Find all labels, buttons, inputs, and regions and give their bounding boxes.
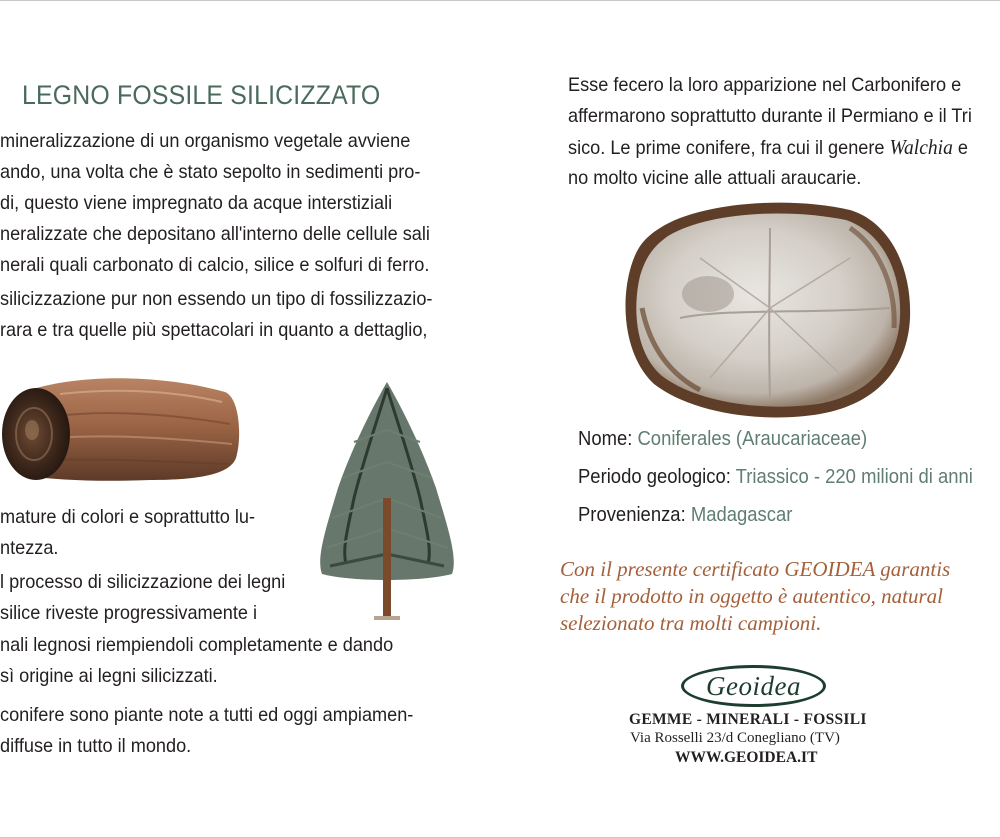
genus-name: Walchia — [889, 135, 953, 159]
logo-text: Geoidea — [706, 670, 801, 701]
period-label: Periodo geologico: — [578, 465, 731, 488]
petrified-log-image — [0, 368, 242, 488]
text-line: rara e tra quelle più spettacolari in quanto a dettaglio, — [0, 319, 428, 341]
text-line: affermarono soprattutto durante il Permiano e il Tri — [568, 105, 972, 127]
text-line: mature di colori e soprattutto lu- — [0, 506, 256, 528]
text-line: mineralizzazione di un organismo vegetale avviene — [0, 130, 411, 152]
period-value: Triassico - 220 milioni di anni — [735, 465, 973, 488]
origin-value: Madagascar — [690, 503, 793, 526]
text-segment: e — [952, 137, 968, 159]
period-row — [578, 465, 973, 489]
text-line: no molto vicine alle attuali araucarie. — [568, 167, 862, 189]
text-line: ntezza. — [0, 537, 59, 559]
polished-slice-image — [620, 198, 914, 420]
name-label: Nome: — [578, 427, 633, 450]
company-tagline: GEMME - MINERALI - FOSSILI — [629, 711, 867, 728]
text-line: sì origine ai legni silicizzati. — [0, 665, 218, 687]
name-row — [578, 427, 867, 451]
text-line: ando, una volta che è stato sepolto in sedimenti pro- — [0, 161, 421, 183]
text-segment: sico. Le prime conifere, fra cui il genere — [568, 137, 890, 159]
website-link[interactable]: WWW.GEOIDEA.IT — [675, 749, 818, 766]
name-value: Coniferales (Araucariaceae) — [637, 427, 868, 450]
origin-row — [578, 503, 792, 527]
araucaria-tree-image — [312, 378, 462, 624]
text-line: neralizzate che depositano all'interno delle cellule sali — [0, 223, 430, 245]
origin-label: Provenienza: — [578, 503, 686, 526]
text-line: di, questo viene impregnato da acque interstiziali — [0, 192, 393, 214]
channels-paragraph — [0, 630, 393, 692]
silicification-paragraph — [0, 284, 432, 346]
text-line: silice riveste progressivamente i — [0, 602, 258, 624]
history-paragraph — [568, 70, 972, 194]
process-paragraph — [0, 567, 285, 629]
address-line: Via Rosselli 23/d Conegliano (TV) — [630, 730, 840, 746]
colors-paragraph — [0, 502, 255, 564]
text-line: diffuse in tutto il mondo. — [0, 735, 192, 757]
text-line: nerali quali carbonato di calcio, silice e solfuri di ferro. — [0, 254, 430, 276]
conifer-paragraph — [0, 700, 413, 762]
intro-paragraph — [0, 126, 430, 281]
certificate-statement — [560, 556, 950, 637]
geoidea-logo — [681, 665, 826, 707]
text-line: Esse fecero la loro apparizione nel Carbonifero e — [568, 74, 962, 96]
top-border — [0, 0, 1000, 1]
text-line: l processo di silicizzazione dei legni — [0, 571, 286, 593]
page-title: LEGNO FOSSILE SILICIZZATO — [22, 80, 381, 110]
text-line: silicizzazione pur non essendo un tipo di fossilizzazio- — [0, 288, 433, 310]
text-line: che il prodotto in oggetto è autentico, natural — [560, 584, 944, 608]
text-line: Con il presente certificato GEOIDEA garantis — [560, 557, 951, 581]
text-line: conifere sono piante note a tutti ed oggi ampiamen- — [0, 704, 414, 726]
text-line: selezionato tra molti campioni. — [560, 611, 822, 635]
text-line: nali legnosi riempiendoli completamente e dando — [0, 634, 394, 656]
text-line-with-genus — [568, 132, 972, 163]
